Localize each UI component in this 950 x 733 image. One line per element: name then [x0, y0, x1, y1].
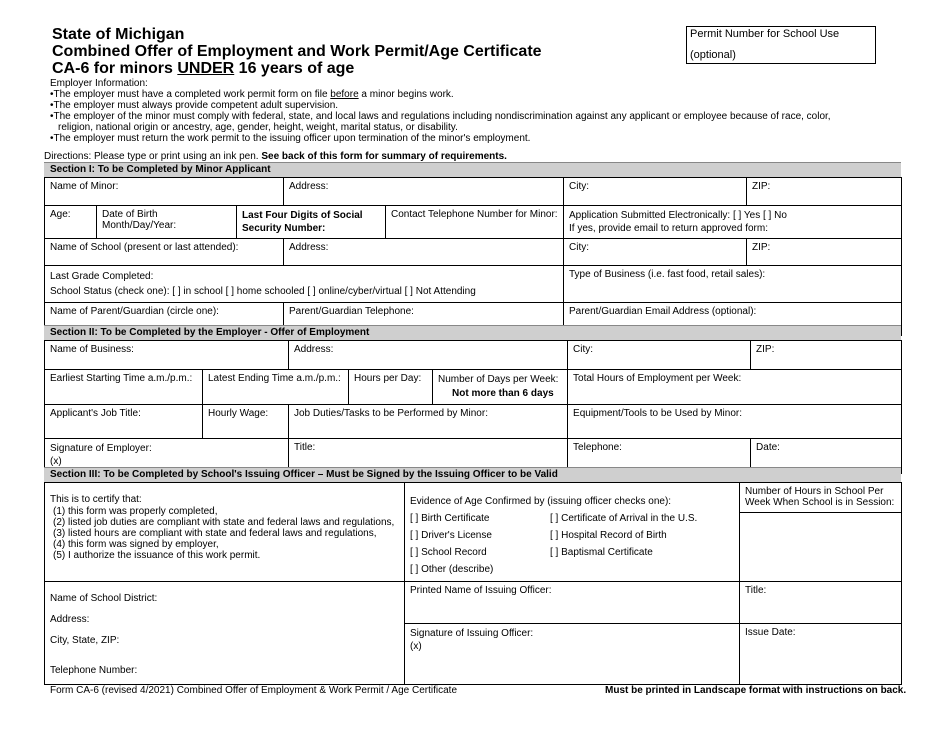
permit-optional-label: (optional) — [690, 49, 736, 61]
minors-title: CA-6 for minors UNDER 16 years of age — [52, 60, 355, 77]
employer-info-bullet-2: •The employer must always provide competent adult supervision. — [50, 100, 339, 111]
employer-info-bullet-1: •The employer must have a completed work permit form on file before a minor begins work. — [50, 89, 454, 100]
hours-per-day-field[interactable]: Hours per Day: — [349, 370, 433, 405]
minor-city-field[interactable]: City: — [564, 178, 747, 206]
section-2-table — [44, 340, 902, 474]
hourly-wage-field[interactable]: Hourly Wage: — [203, 405, 289, 439]
grade-and-status-field[interactable]: Last Grade Completed: School Status (check one): [ ] in school [ ] home schooled [ ] online/cyber/virtual [ ] Not Attending — [45, 266, 564, 303]
officer-printed-name-field[interactable]: Printed Name of Issuing Officer: — [405, 582, 740, 624]
parent-phone-field[interactable]: Parent/Guardian Telephone: — [284, 303, 564, 336]
footer-form-id: Form CA-6 (revised 4/2021) Combined Offer of Employment & Work Permit / Age Certificate — [50, 685, 458, 696]
employer-info-bullet-3: •The employer of the minor must comply with federal, state, and local laws and regulations including nondiscrimination against any applicant or employee because of race, color, — [50, 111, 831, 122]
parent-name-field[interactable]: Name of Parent/Guardian (circle one): — [45, 303, 284, 336]
earliest-start-field[interactable]: Earliest Starting Time a.m./p.m.: — [45, 370, 203, 405]
business-zip-field[interactable]: ZIP: — [751, 341, 902, 370]
drivers-license-checkbox[interactable]: [ ] Driver's License — [410, 530, 492, 541]
school-address-field[interactable]: Address: — [284, 239, 564, 266]
total-hours-field[interactable]: Total Hours of Employment per Week: — [568, 370, 902, 405]
school-district-info[interactable]: Name of School District: Address: City, State, ZIP: Telephone Number: — [45, 582, 405, 685]
form-heading — [52, 26, 542, 77]
school-status-options[interactable]: School Status (check one): [ ] in school [ ] home schooled [ ] online/cyber/virtual [ ] Not Attending — [50, 286, 476, 297]
electronic-submission-field[interactable]: Application Submitted Electronically: [ ] Yes [ ] No If yes, provide email to return approved form: — [564, 206, 902, 239]
minor-address-field[interactable]: Address: — [284, 178, 564, 206]
permit-number-label: Permit Number for School Use — [690, 28, 840, 40]
parent-email-field[interactable]: Parent/Guardian Email Address (optional): — [564, 303, 902, 336]
section-3-header: Section III: To be Completed by School's Issuing Officer – Must be Signed by the Issuing Officer to be Valid — [44, 467, 901, 482]
employer-information — [50, 78, 910, 144]
employer-title-field[interactable]: Title: — [289, 439, 568, 474]
school-record-checkbox[interactable]: [ ] School Record — [410, 547, 487, 558]
arrival-certificate-checkbox[interactable]: [ ] Certificate of Arrival in the U.S. — [550, 513, 698, 524]
other-checkbox[interactable]: [ ] Other (describe) — [410, 564, 494, 575]
baptismal-certificate-checkbox[interactable]: [ ] Baptismal Certificate — [550, 547, 653, 558]
footer-print-note: Must be printed in Landscape format with instructions on back. — [605, 685, 907, 696]
school-hours-cell[interactable] — [740, 483, 902, 582]
business-city-field[interactable]: City: — [568, 341, 751, 370]
birth-certificate-checkbox[interactable]: [ ] Birth Certificate — [410, 513, 490, 524]
minor-zip-field[interactable]: ZIP: — [747, 178, 902, 206]
business-type-field[interactable]: Type of Business (i.e. fast food, retail sales): — [564, 266, 902, 303]
employer-date-field[interactable]: Date: — [751, 439, 902, 474]
issue-date-field[interactable]: Issue Date: — [740, 624, 902, 685]
business-name-field[interactable]: Name of Business: — [45, 341, 289, 370]
ssn-field[interactable]: Last Four Digits of Social Security Number: — [237, 206, 386, 239]
days-limit-note: Not more than 6 days — [452, 388, 554, 399]
job-title-field[interactable]: Applicant's Job Title: — [45, 405, 203, 439]
minor-name-field[interactable]: Name of Minor: — [45, 178, 284, 206]
school-city-field[interactable]: City: — [564, 239, 747, 266]
hospital-record-checkbox[interactable]: [ ] Hospital Record of Birth — [550, 530, 667, 541]
business-address-field[interactable]: Address: — [289, 341, 568, 370]
evidence-of-age: Evidence of Age Confirmed by (issuing officer checks one): [ ] Birth Certificate [ ] Driver's License [ ] School Record [ ] Other (describe) [ ] Certificate of Arrival in the U.S. [ ] Hospital Record of Birth [ ] Baptismal Certificate — [405, 483, 740, 582]
form-title: Combined Offer of Employment and Work Permit/Age Certificate — [52, 43, 542, 60]
employer-telephone-field[interactable]: Telephone: — [568, 439, 751, 474]
contact-phone-field[interactable]: Contact Telephone Number for Minor: — [386, 206, 564, 239]
officer-signature-field[interactable]: Signature of Issuing Officer: (x) — [405, 624, 740, 685]
certification-statement: This is to certify that: (1) this form was properly completed, (2) listed job duties are compliant with state and federal laws and regulations, (3) listed hours are compliant with state and federal laws and regulations, (4) this form was signed by employer, (5) I authorize the issuance of this work permit. — [45, 483, 405, 582]
section-1-table — [44, 177, 902, 336]
directions: Directions: Please type or print using an ink pen. See back of this form for summary of requirements. — [44, 151, 507, 162]
section-1-header: Section I: To be Completed by Minor Applicant — [44, 162, 901, 177]
employer-info-bullet-4: •The employer must return the work permit to the issuing officer upon termination of the minor's employment. — [50, 133, 531, 144]
section-2-header: Section II: To be Completed by the Employer - Offer of Employment — [44, 325, 901, 340]
latest-end-field[interactable]: Latest Ending Time a.m./p.m.: — [203, 370, 349, 405]
age-field[interactable]: Age: — [45, 206, 97, 239]
days-per-week-field[interactable]: Number of Days per Week: Not more than 6 days — [433, 370, 568, 405]
dob-field[interactable]: Date of Birth Month/Day/Year: — [97, 206, 237, 239]
employer-signature-field[interactable]: Signature of Employer: (x) — [45, 439, 289, 474]
permit-number-box[interactable] — [686, 26, 876, 64]
employer-info-bullet-3-cont: religion, national origin or ancestry, age, gender, height, weight, marital status, or disability. — [58, 122, 458, 133]
equipment-field[interactable]: Equipment/Tools to be Used by Minor: — [568, 405, 902, 439]
school-name-field[interactable]: Name of School (present or last attended): — [45, 239, 284, 266]
state-title: State of Michigan — [52, 26, 185, 43]
school-hours-label: Number of Hours in School Per Week When School is in Session: — [740, 483, 901, 513]
officer-title-field[interactable]: Title: — [740, 582, 902, 624]
section-3-table — [44, 482, 902, 685]
employer-info-title: Employer Information: — [50, 78, 148, 89]
job-duties-field[interactable]: Job Duties/Tasks to be Performed by Minor: — [289, 405, 568, 439]
school-zip-field[interactable]: ZIP: — [747, 239, 902, 266]
